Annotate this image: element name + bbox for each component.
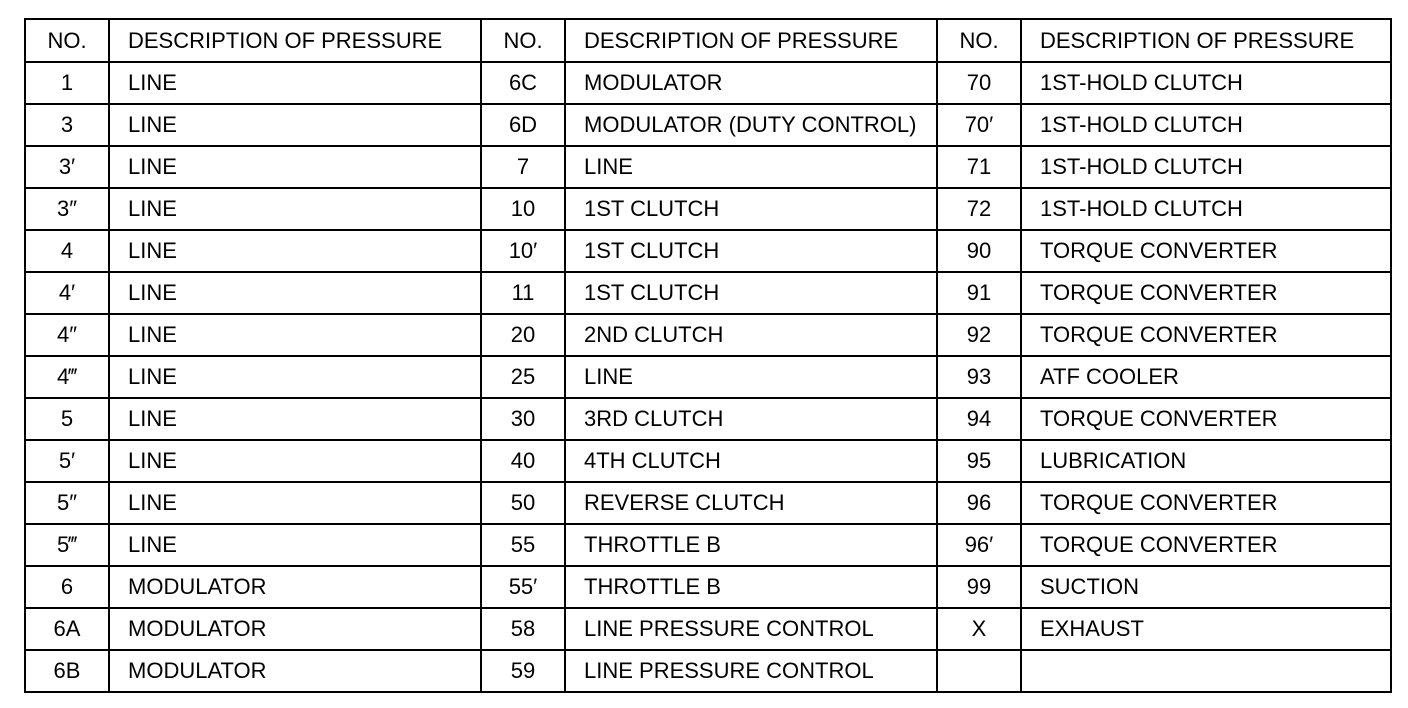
table-row [25, 104, 1391, 146]
row-number: 1 [25, 62, 109, 104]
table-row [25, 440, 1391, 482]
row-number: 10 [481, 188, 565, 230]
row-number: 55′ [481, 566, 565, 608]
table-body [25, 62, 1391, 692]
row-number: 91 [937, 272, 1021, 314]
row-number: 5‴ [25, 524, 109, 566]
header-no-2: NO. [481, 19, 565, 62]
row-number: 4′ [25, 272, 109, 314]
row-description [1021, 650, 1391, 692]
row-number: 55 [481, 524, 565, 566]
row-description: LINE [109, 230, 481, 272]
row-number: X [937, 608, 1021, 650]
row-description: MODULATOR [565, 62, 937, 104]
row-number: 4″ [25, 314, 109, 356]
row-description: MODULATOR [109, 650, 481, 692]
header-description-2: DESCRIPTION OF PRESSURE [565, 19, 937, 62]
row-number: 3 [25, 104, 109, 146]
header-no-1: NO. [25, 19, 109, 62]
row-description: ATF COOLER [1021, 356, 1391, 398]
row-description: LINE [109, 188, 481, 230]
row-number: 10′ [481, 230, 565, 272]
row-description: TORQUE CONVERTER [1021, 524, 1391, 566]
row-description: LINE [565, 356, 937, 398]
row-description: 4TH CLUTCH [565, 440, 937, 482]
row-description: 2ND CLUTCH [565, 314, 937, 356]
row-number: 6 [25, 566, 109, 608]
row-number: 6D [481, 104, 565, 146]
row-description: 1ST-HOLD CLUTCH [1021, 146, 1391, 188]
header-description-3: DESCRIPTION OF PRESSURE [1021, 19, 1391, 62]
row-number: 72 [937, 188, 1021, 230]
row-number: 71 [937, 146, 1021, 188]
row-description: LINE [109, 440, 481, 482]
table-row [25, 398, 1391, 440]
table-row [25, 272, 1391, 314]
row-description: LINE PRESSURE CONTROL [565, 650, 937, 692]
row-description: TORQUE CONVERTER [1021, 398, 1391, 440]
row-description: LUBRICATION [1021, 440, 1391, 482]
row-description: EXHAUST [1021, 608, 1391, 650]
row-number: 25 [481, 356, 565, 398]
row-description: MODULATOR [109, 566, 481, 608]
table-row [25, 188, 1391, 230]
row-number: 20 [481, 314, 565, 356]
row-number: 94 [937, 398, 1021, 440]
row-description: 1ST-HOLD CLUTCH [1021, 188, 1391, 230]
row-description: THROTTLE B [565, 566, 937, 608]
table-row [25, 482, 1391, 524]
pressure-description-table [24, 18, 1392, 693]
row-description: LINE [109, 356, 481, 398]
row-number: 50 [481, 482, 565, 524]
row-number: 7 [481, 146, 565, 188]
row-description: TORQUE CONVERTER [1021, 230, 1391, 272]
row-description: 1ST CLUTCH [565, 272, 937, 314]
row-number: 96′ [937, 524, 1021, 566]
row-description: LINE [109, 482, 481, 524]
row-description: LINE [109, 146, 481, 188]
row-number: 6A [25, 608, 109, 650]
table-row [25, 230, 1391, 272]
row-number: 96 [937, 482, 1021, 524]
row-description: LINE PRESSURE CONTROL [565, 608, 937, 650]
row-description: THROTTLE B [565, 524, 937, 566]
table-row [25, 62, 1391, 104]
row-description: LINE [109, 524, 481, 566]
row-number: 5 [25, 398, 109, 440]
header-row [25, 19, 1391, 62]
row-number: 6B [25, 650, 109, 692]
row-number: 5′ [25, 440, 109, 482]
row-description: TORQUE CONVERTER [1021, 272, 1391, 314]
row-number: 3″ [25, 188, 109, 230]
row-number: 58 [481, 608, 565, 650]
row-number: 93 [937, 356, 1021, 398]
table-row [25, 356, 1391, 398]
row-description: 1ST CLUTCH [565, 230, 937, 272]
row-description: MODULATOR [109, 608, 481, 650]
row-number: 3′ [25, 146, 109, 188]
row-description: LINE [109, 272, 481, 314]
table-row [25, 146, 1391, 188]
row-description: 1ST CLUTCH [565, 188, 937, 230]
row-number: 95 [937, 440, 1021, 482]
row-description: LINE [109, 398, 481, 440]
row-number: 11 [481, 272, 565, 314]
table-row [25, 650, 1391, 692]
row-description: LINE [109, 314, 481, 356]
row-description: SUCTION [1021, 566, 1391, 608]
row-number: 4‴ [25, 356, 109, 398]
row-description: LINE [565, 146, 937, 188]
row-description: 1ST-HOLD CLUTCH [1021, 62, 1391, 104]
row-number: 4 [25, 230, 109, 272]
row-number: 92 [937, 314, 1021, 356]
row-description: TORQUE CONVERTER [1021, 482, 1391, 524]
table-row [25, 566, 1391, 608]
header-description-1: DESCRIPTION OF PRESSURE [109, 19, 481, 62]
header-no-3: NO. [937, 19, 1021, 62]
row-description: 3RD CLUTCH [565, 398, 937, 440]
row-number: 40 [481, 440, 565, 482]
row-number: 90 [937, 230, 1021, 272]
table-row [25, 524, 1391, 566]
table-row [25, 608, 1391, 650]
row-description: LINE [109, 62, 481, 104]
row-description: MODULATOR (DUTY CONTROL) [565, 104, 937, 146]
row-number: 5″ [25, 482, 109, 524]
row-number: 30 [481, 398, 565, 440]
row-description: 1ST-HOLD CLUTCH [1021, 104, 1391, 146]
row-number: 99 [937, 566, 1021, 608]
row-number: 6C [481, 62, 565, 104]
row-number: 70 [937, 62, 1021, 104]
row-number: 70′ [937, 104, 1021, 146]
row-description: LINE [109, 104, 481, 146]
row-description: TORQUE CONVERTER [1021, 314, 1391, 356]
row-number: 59 [481, 650, 565, 692]
row-description: REVERSE CLUTCH [565, 482, 937, 524]
row-number [937, 650, 1021, 692]
table-row [25, 314, 1391, 356]
